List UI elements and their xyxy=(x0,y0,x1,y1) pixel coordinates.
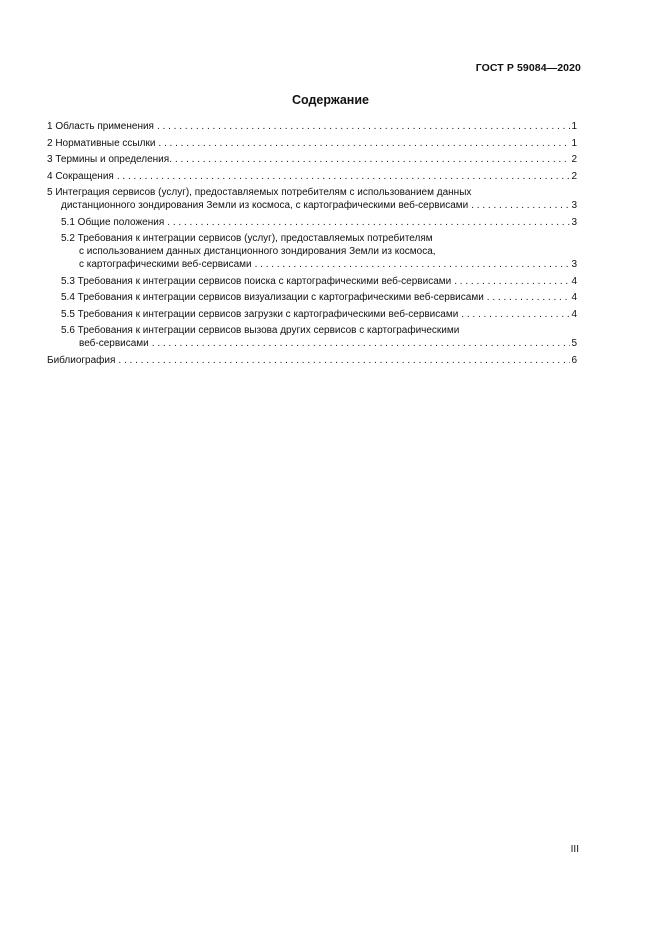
toc-entry-text-continued: с использованием данных дистанционного зондирования Земли из космоса, xyxy=(79,246,436,257)
toc-page-number: 1 xyxy=(571,121,577,132)
dot-leader xyxy=(115,354,570,367)
toc-entry-text: 1 Область применения xyxy=(47,121,154,132)
dot-leader xyxy=(114,170,571,183)
toc-page-number: 1 xyxy=(571,137,577,149)
dot-leader xyxy=(252,258,571,271)
dot-leader xyxy=(164,216,570,229)
dot-leader xyxy=(172,153,570,166)
toc-entry-5-1[interactable] xyxy=(47,216,577,229)
toc-page-number: 4 xyxy=(571,275,577,287)
dot-leader xyxy=(451,275,570,288)
dot-leader xyxy=(154,120,570,133)
toc-page-number: 6 xyxy=(571,354,577,366)
toc-entry-text: 5.5 Требования к интеграции сервисов загрузки с картографическими веб-сервисами xyxy=(61,308,459,320)
toc-entry-text-continued: веб-сервисами xyxy=(79,338,149,349)
dot-leader xyxy=(468,199,570,212)
toc-page-number: 3 xyxy=(571,200,577,211)
table-of-contents xyxy=(47,120,577,370)
dot-leader xyxy=(484,291,571,304)
toc-entry-5-6[interactable] xyxy=(47,324,577,350)
toc-entry-5-5[interactable] xyxy=(47,308,577,321)
toc-entry-5-2[interactable] xyxy=(47,232,577,271)
toc-entry-text: 4 Сокращения xyxy=(47,170,114,182)
dot-leader xyxy=(149,337,571,350)
toc-page-number: 3 xyxy=(571,216,577,228)
toc-entry-text: Библиография xyxy=(47,354,116,366)
dot-leader xyxy=(155,137,570,150)
document-code: ГОСТ Р 59084—2020 xyxy=(475,62,581,74)
toc-entry-text: 5 Интеграция сервисов (услуг), предоставляемых потребителям с использованием данных xyxy=(47,187,472,198)
toc-entry-text: 3 Термины и определения. xyxy=(47,154,172,165)
toc-entry-5-3[interactable] xyxy=(47,275,577,288)
toc-entry-2[interactable] xyxy=(47,137,577,150)
dot-leader xyxy=(458,308,570,321)
toc-entry-1[interactable] xyxy=(47,120,577,133)
toc-page-number: 2 xyxy=(571,154,577,165)
toc-entry-text: 5.2 Требования к интеграции сервисов (услуг), предоставляемых потребителям xyxy=(61,233,433,244)
page-number: III xyxy=(570,844,579,855)
toc-page-number: 4 xyxy=(571,308,577,320)
toc-page-number: 4 xyxy=(571,292,577,303)
toc-entry-text-continued: дистанционного зондирования Земли из космоса, с картографическими веб-сервисами xyxy=(61,200,469,211)
toc-entry-text: 5.1 Общие положения xyxy=(61,216,165,228)
toc-title: Содержание xyxy=(291,93,369,107)
toc-entry-text: 2 Нормативные ссылки xyxy=(47,137,156,149)
toc-entry-4[interactable] xyxy=(47,170,577,183)
toc-entry-text-continued: с картографическими веб-сервисами xyxy=(79,259,252,270)
toc-page-number: 5 xyxy=(571,338,577,349)
toc-entry-text: 5.3 Требования к интеграции сервисов поиска с картографическими веб-сервисами xyxy=(61,275,452,287)
toc-page-number: 3 xyxy=(571,259,577,270)
toc-entry-3[interactable] xyxy=(47,153,577,166)
toc-page-number: 2 xyxy=(571,170,577,182)
toc-entry-5[interactable] xyxy=(47,186,577,212)
toc-entry-text: 5.4 Требования к интеграции сервисов визуализации с картографическими веб-сервисами xyxy=(61,292,484,303)
toc-entry-bibliography[interactable] xyxy=(47,354,577,367)
toc-entry-text: 5.6 Требования к интеграции сервисов вызова других сервисов с картографическими xyxy=(61,325,460,336)
toc-entry-5-4[interactable] xyxy=(47,291,577,304)
